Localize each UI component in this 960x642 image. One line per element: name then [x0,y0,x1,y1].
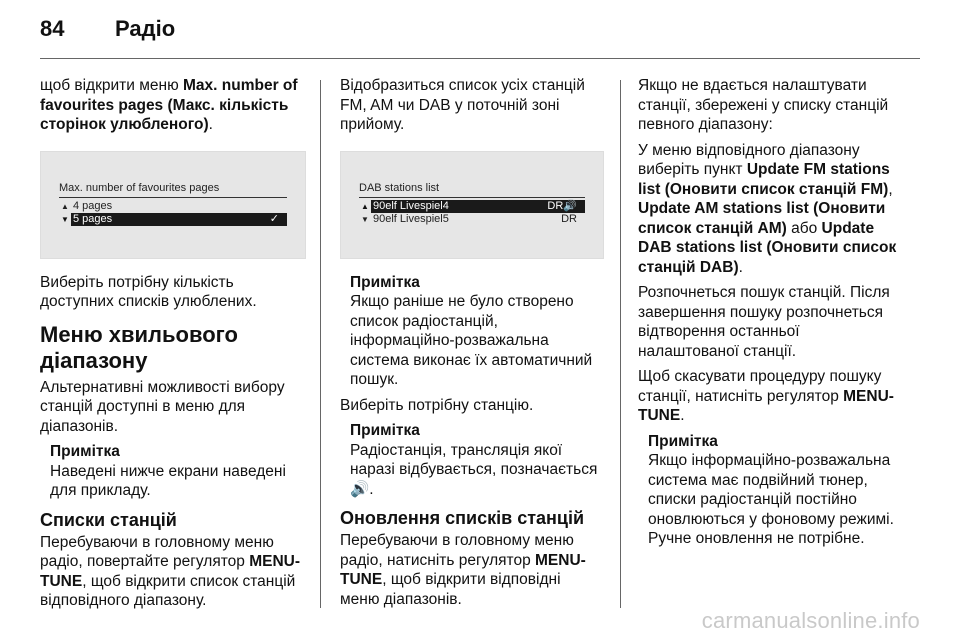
watermark: carmanualsonline.info [701,608,920,633]
heading-update-lists: Оновлення списків станцій [340,508,585,528]
list-item-label: 90elf Livespiel5 [373,212,449,225]
screen-title: Max. number of favourites pages [59,181,220,194]
paragraph [340,531,604,609]
menu-item-ref: Update FM stations list (Оновити список станцій FM) [638,161,890,198]
paragraph: Виберіть потрібну станцію. [340,396,534,414]
text: У меню відповідного діапазону виберіть пункт [638,141,860,178]
note [350,273,604,390]
list-item-selected [59,213,287,226]
page-header [40,16,175,42]
note [50,442,306,501]
list-item-label: 5 pages [73,212,113,225]
text: , щоб відкрити список станцій відповідного діапазону. [40,572,296,609]
text: або [786,219,822,237]
text: Перебуваючи в головному меню радіо, повертайте регулятор [40,533,274,570]
paragraph [638,367,904,426]
menu-item-ref: Max. number of favourites pages (Макс. кількість сторінок улюбленого) [40,77,298,133]
control-ref: MENU-TUNE [340,551,586,588]
screen-divider [59,197,287,198]
control-ref: MENU-TUNE [40,553,301,590]
list-item-label: 4 pages [73,199,113,212]
text: . [208,116,213,133]
column-divider-1 [320,80,321,608]
section-title: Радіо [115,16,176,41]
station-tag: DR [561,212,577,225]
arrow-up-icon: ▲ [359,200,371,213]
header-divider [40,58,920,59]
note-title: Примітка [350,422,420,439]
paragraph [40,76,306,135]
text: . [738,258,743,276]
note-text: Якщо раніше не було створено список радіостанцій, інформаційно-розважальна система виконає їх автоматичний пошук. [350,293,593,388]
page-number: 84 [40,16,65,41]
note-title: Примітка [50,443,120,460]
arrow-down-icon: ▼ [59,213,71,226]
arrow-down-icon: ▼ [361,214,369,224]
paragraph: Виберіть потрібну кількість доступних списків улюблених. [40,273,257,310]
note-title: Примітка [648,432,718,450]
list-item [359,213,585,226]
note [648,432,904,549]
paragraph: Розпочнеться пошук станцій. Після завершення пошуку розпочнеться відтворення останньої налаштованої станції. [638,284,890,360]
text: . [680,407,685,424]
paragraph [40,533,306,611]
text: Щоб скасувати процедуру пошуку станції, натисніть регулятор [638,368,882,405]
note [350,421,604,499]
paragraph: Відобразиться список усіх станцій FM, AM чи DAB у поточній зоні прийому. [340,77,585,133]
check-icon: ✓ [269,212,279,225]
screen-favourites-pages [40,151,306,259]
column-2 [340,76,604,615]
list-item-selected [359,200,585,213]
column-3 [638,76,904,555]
arrow-up-icon: ▲ [61,201,69,211]
paragraph: Якщо не вдається налаштувати станції, збережені у списку станцій певного діапазону: [638,77,889,133]
column-1 [40,76,306,617]
list-item [59,200,287,213]
control-ref: MENU-TUNE [638,387,894,424]
screen-title: DAB stations list [359,181,440,194]
heading-station-lists: Списки станцій [40,509,177,530]
text: щоб відкрити меню [40,77,183,94]
text: , щоб відкрити відповідні меню діапазонів. [340,571,561,608]
station-tag: DR🔊 [547,199,577,212]
menu-item-ref: Update AM stations list (Оновити список станцій AM) [638,200,886,237]
screen-divider [359,197,585,198]
note-text: Радіостанція, трансляція якої наразі відбувається, позначається 🔊. [350,441,598,498]
note-text: Наведені нижче екрани наведені для прикладу. [50,462,286,499]
column-divider-2 [620,80,621,608]
paragraph: Альтернативні можливості вибору станцій доступні в меню для діапазонів. [40,378,285,435]
list-item-label: 90elf Livespiel4 [373,199,449,212]
menu-item-ref: Update DAB stations list (Оновити список станцій DAB) [638,219,897,276]
note-title: Примітка [350,273,420,291]
paragraph [638,141,904,278]
note-text: Якщо інформаційно-розважальна система має подвійний тюнер, списки радіостанцій постійно оновлюються у фоновому режимі. Ручне оновлення не потрібне. [648,452,894,547]
heading-band-menu: Меню хвильового діапазону [40,321,238,373]
text: Перебуваючи в головному меню радіо, натисніть регулятор [340,532,574,569]
screen-dab-stations [340,151,604,259]
text: , [888,180,893,198]
